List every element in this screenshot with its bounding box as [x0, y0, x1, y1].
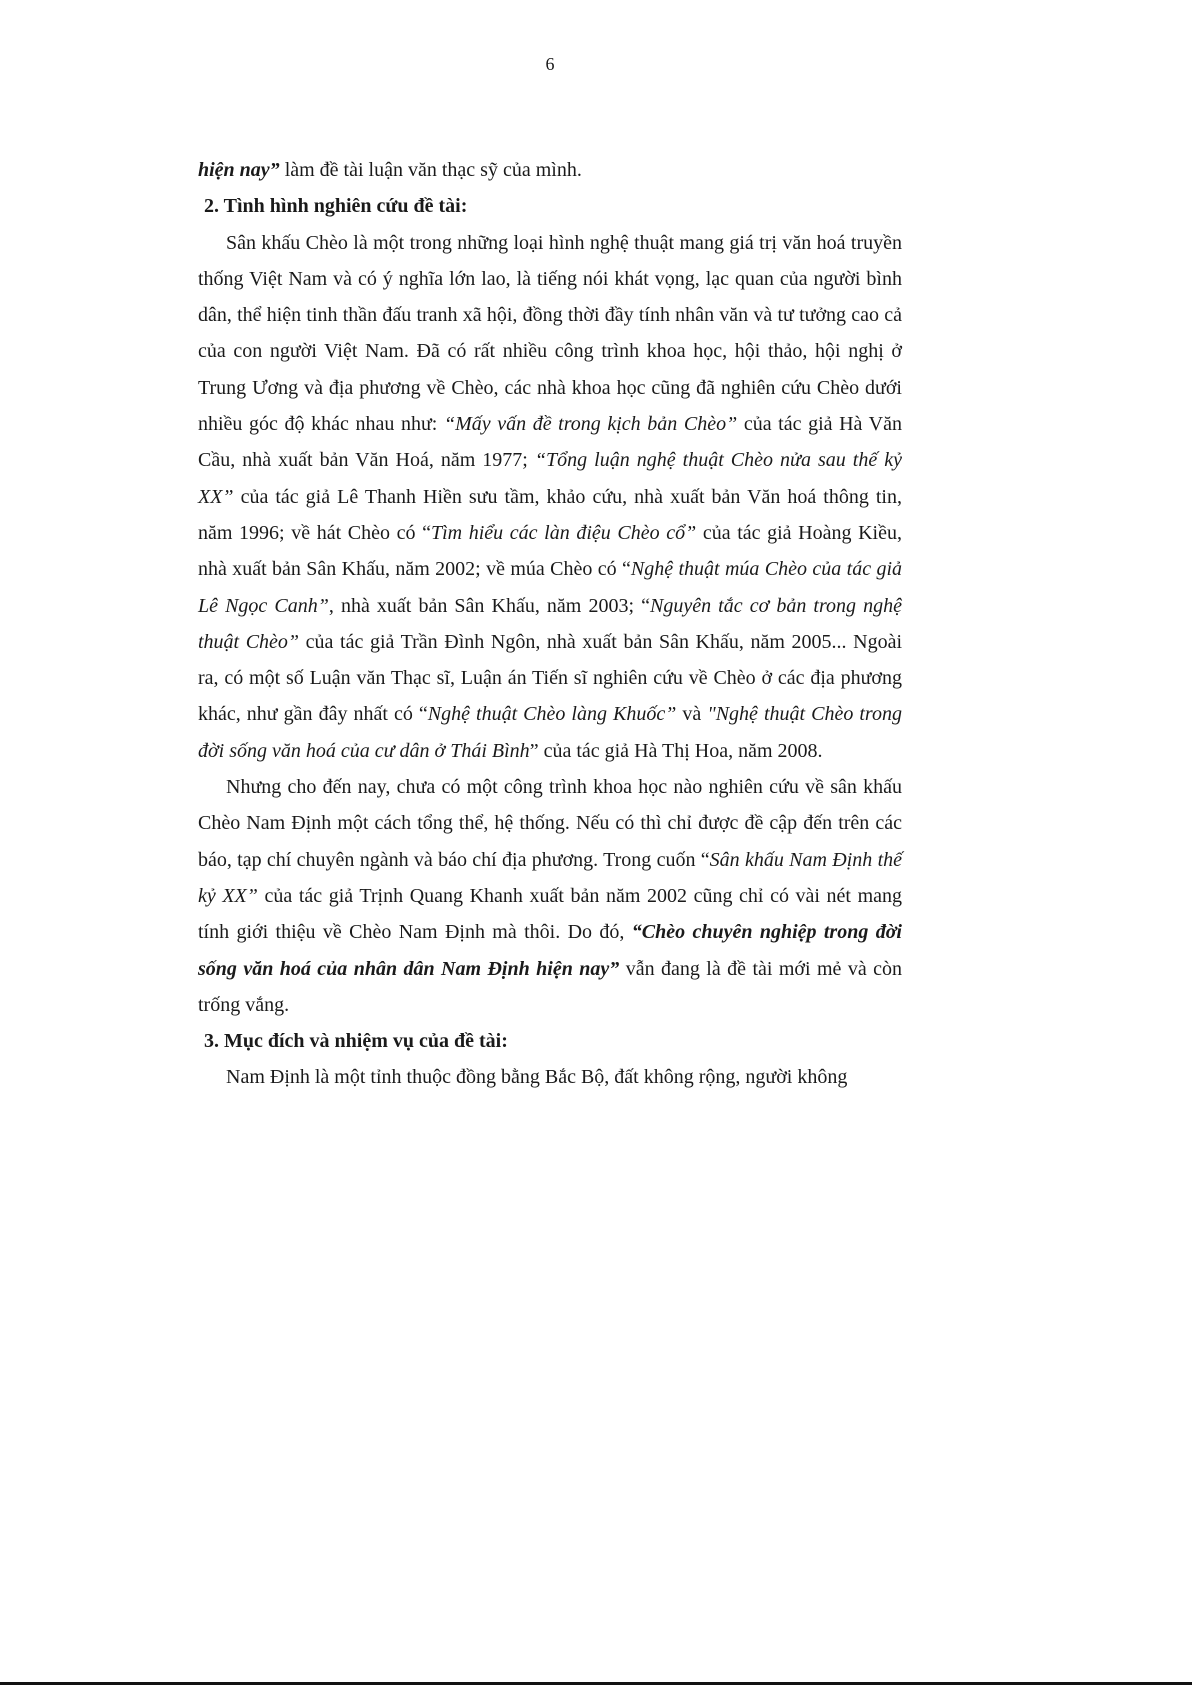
paragraph-research-status: [198, 225, 902, 769]
text-run: của tác giả Trần Đình Ngôn, nhà xuất bản Sân Khấu, năm 2005... Ngoài ra, có một số Luận văn Thạc sĩ, Luận án Tiến sĩ nghiên cứu về Chèo ở các địa phương khác, như gần đây nhất có “: [198, 630, 902, 726]
text-run: của tác giả Trịnh Quang Khanh xuất bản năm 2002 cũng chỉ có vài nét mang tính giới thiệu về Chèo Nam Định mà thôi. Do đó,: [198, 884, 902, 944]
document-body: [198, 152, 902, 1096]
page-number: 6: [545, 54, 555, 74]
thesis-title: “Chèo chuyên nghiệp trong đời sống văn hoá của nhân dân Nam Định hiện nay”: [198, 921, 902, 980]
text-run: của tác giả Lê Thanh Hiền sưu tầm, khảo cứu, nhà xuất bản Văn hoá thông tin, năm 1996; về hát Chèo có “: [198, 485, 902, 544]
work-title: “Tổng luận nghệ thuật Chèo nửa sau thế kỷ XX”: [198, 449, 902, 508]
work-title: "Nghệ thuật Chèo trong đời sống văn hoá của cư dân ở Thái Bình: [198, 703, 902, 762]
text-run: vẫn đang là đề tài mới mẻ và còn trống vắng.: [198, 957, 903, 1016]
work-title: Sân khấu Nam Định thế kỷ XX”: [198, 848, 902, 907]
section-heading-3: 3. Mục đích và nhiệm vụ của đề tài:: [204, 1030, 508, 1053]
text-run: của tác giả Hà Văn Cầu, nhà xuất bản Văn Hoá, năm 1977;: [198, 413, 902, 472]
work-title: “Mấy vấn đề trong kịch bản Chèo”: [443, 413, 738, 436]
text-run: , nhà xuất bản Sân Khấu, năm 2003; “: [328, 594, 650, 617]
section-heading-2: 2. Tình hình nghiên cứu đề tài:: [204, 195, 468, 218]
text-run: và: [676, 703, 708, 726]
thesis-title-fragment: hiện nay”: [198, 159, 280, 181]
paragraph-research-gap: [198, 769, 902, 1023]
work-title: Tìm hiểu các làn điệu Chèo cổ”: [430, 521, 697, 544]
text-run: của tác giả Hoàng Kiều, nhà xuất bản Sân Khấu, năm 2002; về múa Chèo có “: [198, 521, 902, 581]
intro-text: làm đề tài luận văn thạc sỹ của mình.: [279, 159, 582, 181]
work-title: Nghệ thuật Chèo làng Khuốc”: [427, 703, 677, 726]
work-title: Nguyên tắc cơ bản trong nghệ thuật Chèo”: [198, 594, 902, 653]
work-title: Nghệ thuật múa Chèo của tác giả Lê Ngọc Canh”: [198, 558, 903, 617]
paragraph-purpose: Nam Định là một tỉnh thuộc đồng bằng Bắc Bộ, đất không rộng, người không: [226, 1066, 848, 1089]
text-run: ” của tác giả Hà Thị Hoa, năm 2008.: [529, 739, 823, 762]
text-run: Nhưng cho đến nay, chưa có một công trình khoa học nào nghiên cứu về sân khấu Chèo Nam Định một cách tổng thể, hệ thống. Nếu có thì chỉ được đề cập đến trên các báo, tạp chí chuyên ngành và báo chí địa phương. Trong cuốn “: [198, 776, 902, 871]
paragraph-intro: [198, 152, 902, 188]
text-run: Sân khấu Chèo là một trong những loại hình nghệ thuật mang giá trị văn hoá truyền thống Việt Nam và có ý nghĩa lớn lao, là tiếng nói khát vọng, lạc quan của người bình dân, thể hiện tinh thần đấu tranh xã hội, đồng thời đầy tính nhân văn và tư tưởng cao cả của con người Việt Nam. Đã có rất nhiều công trình khoa học, hội thảo, hội nghị ở Trung Ương và địa phương về Chèo, các nhà khoa học cũng đã nghiên cứu Chèo dưới nhiều góc độ khác nhau như:: [198, 231, 902, 436]
